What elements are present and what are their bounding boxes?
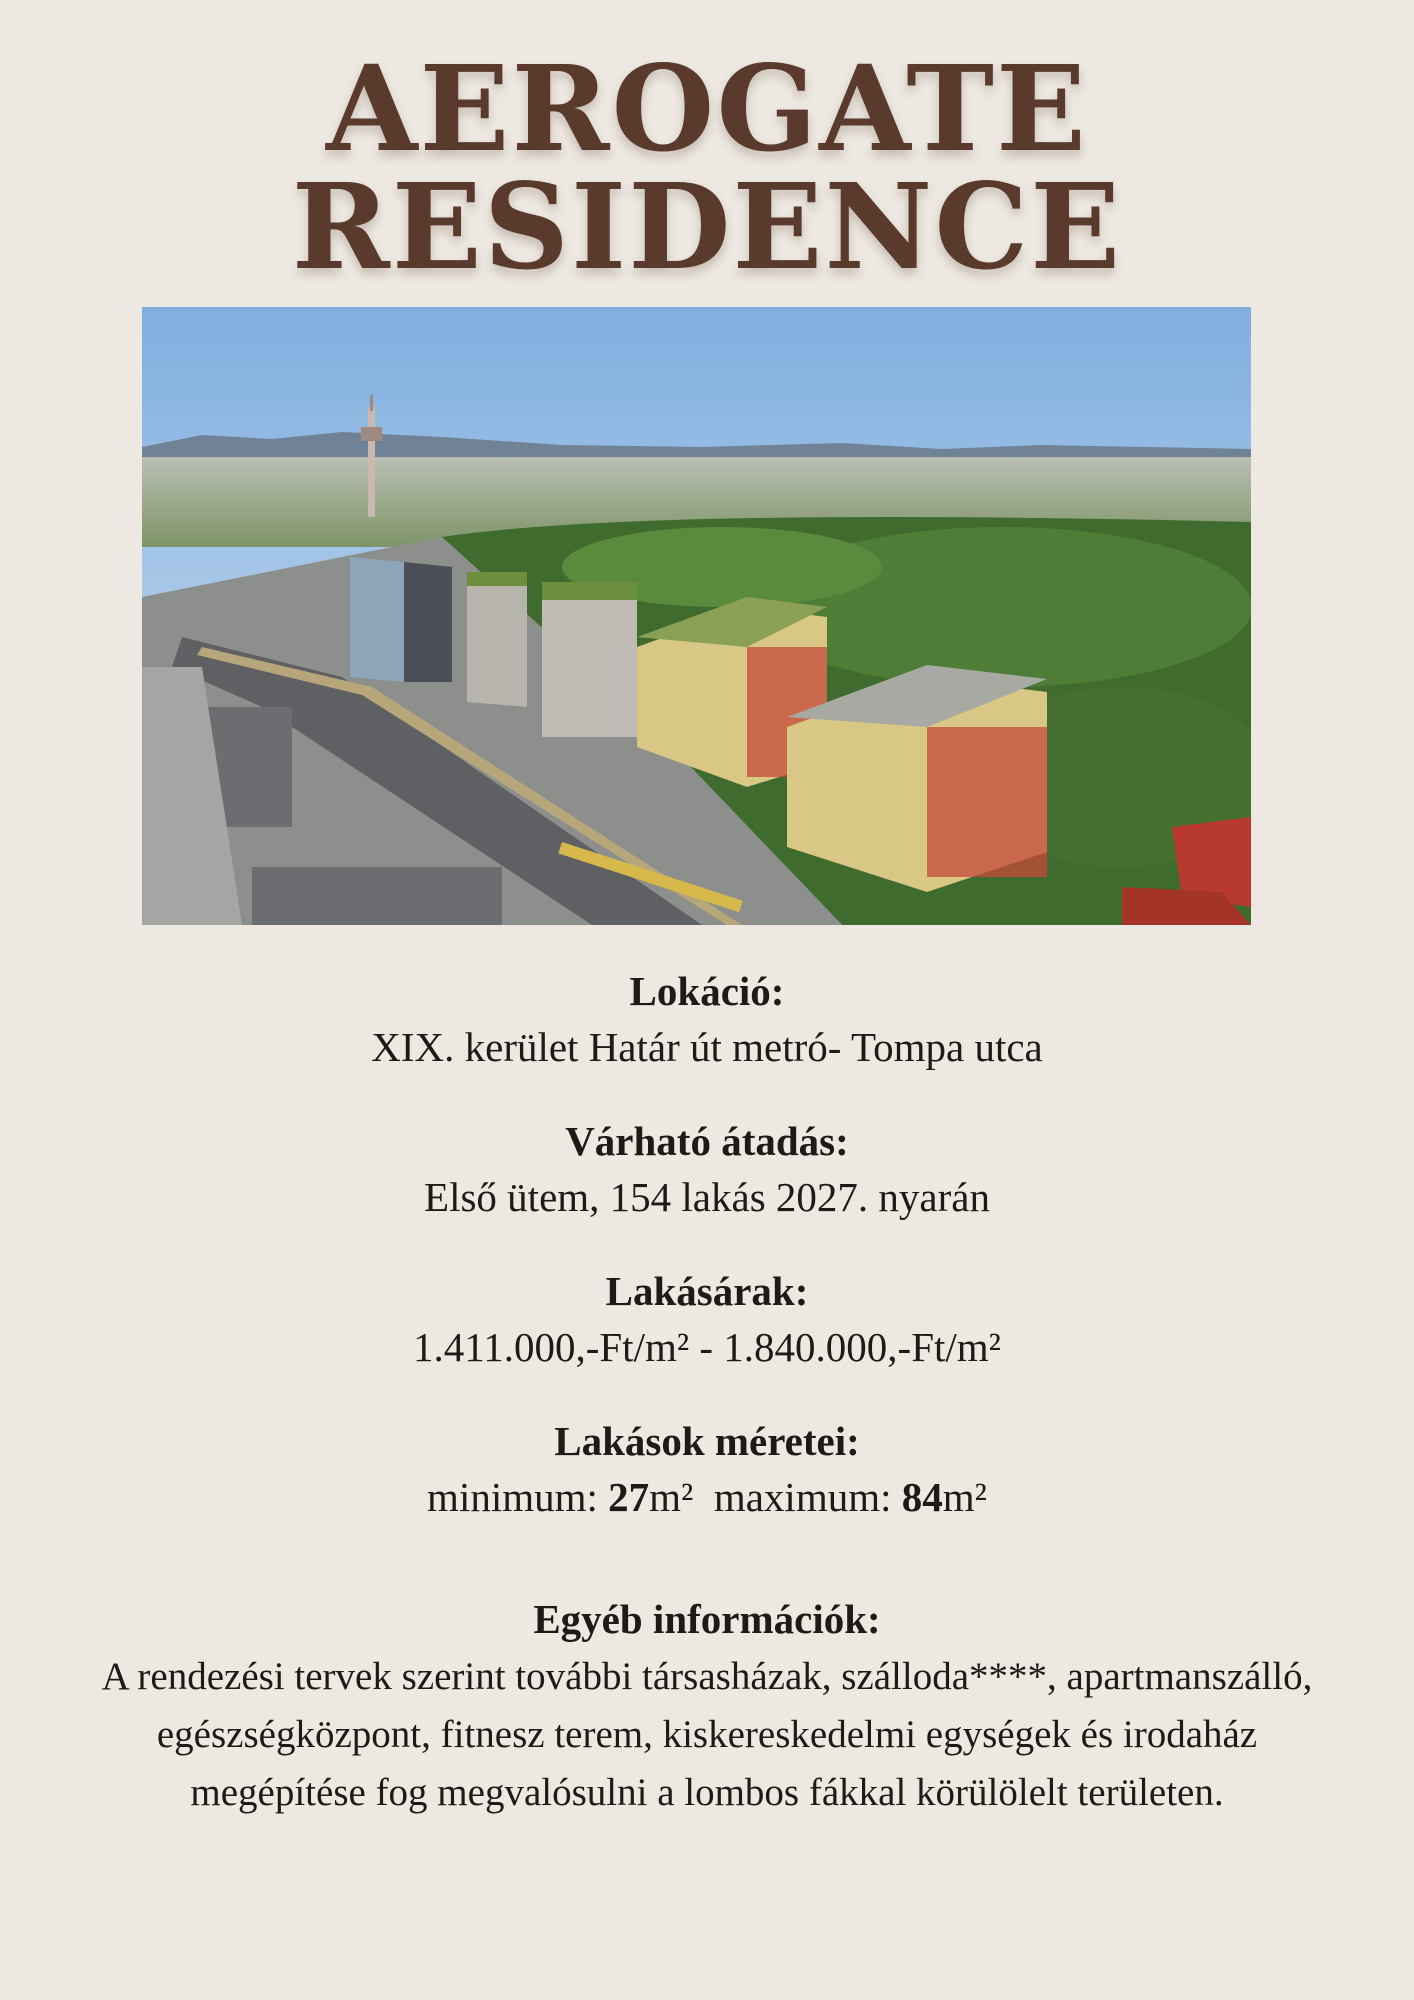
prices-label: Lakásárak: <box>605 1268 809 1314</box>
title-line-1: AEROGATE <box>326 39 1088 178</box>
handover-block <box>0 1113 1414 1225</box>
sizes-block <box>0 1413 1414 1525</box>
location-value: XIX. kerület Határ út metró- Tompa utca <box>371 1024 1043 1070</box>
prices-value: 1.411.000,-Ft/m² - 1.840.000,-Ft/m² <box>413 1324 1001 1370</box>
sizes-value <box>0 1469 1414 1525</box>
min-unit: m² <box>649 1474 694 1520</box>
min-label: minimum: <box>427 1474 609 1520</box>
other-info-label: Egyéb információk: <box>533 1596 881 1642</box>
location-label: Lokáció: <box>629 968 785 1014</box>
other-info-value: A rendezési tervek szerint további társasházak, szálloda****, apartmanszálló, egészségközpont, fitnesz terem, kiskereskedelmi egységek és irodaház megépítése fog megvalósulni a lombos fákkal körülölelt területen. <box>101 1655 1313 1814</box>
sizes-label: Lakások méretei: <box>554 1418 860 1464</box>
handover-label: Várható átadás: <box>565 1118 849 1164</box>
prices-block <box>0 1263 1414 1375</box>
other-info-block <box>90 1590 1324 1822</box>
aerial-render-image <box>142 307 1251 925</box>
location-block <box>0 963 1414 1075</box>
max-label: maximum: <box>713 1474 902 1520</box>
title-line-2: RESIDENCE <box>291 157 1123 296</box>
handover-value: Első ütem, 154 lakás 2027. nyarán <box>424 1174 990 1220</box>
max-unit: m² <box>942 1474 987 1520</box>
page-title <box>0 39 1414 296</box>
max-value: 84 <box>901 1474 943 1520</box>
min-value: 27 <box>608 1474 650 1520</box>
